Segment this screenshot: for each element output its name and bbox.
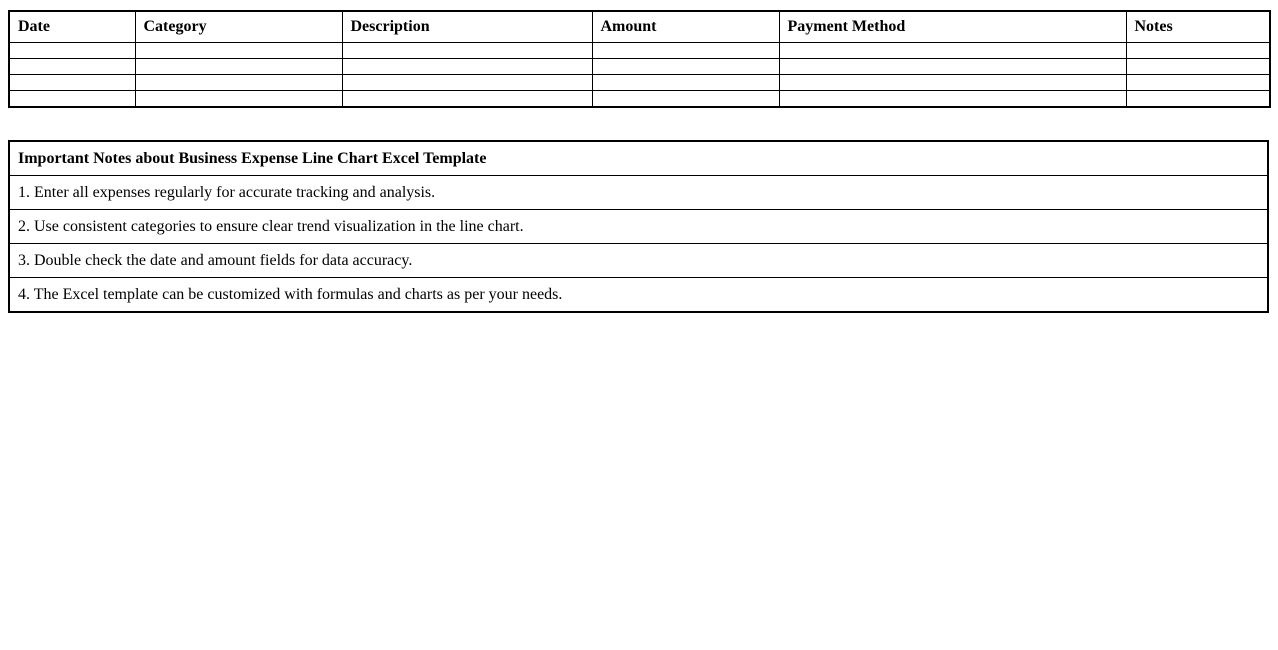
note-item: 3. Double check the date and amount fields for data accuracy. — [9, 244, 1268, 278]
empty-cell — [9, 43, 135, 59]
empty-cell — [1126, 91, 1270, 108]
empty-cell — [9, 59, 135, 75]
column-header-amount: Amount — [592, 11, 779, 43]
column-header-payment-method: Payment Method — [779, 11, 1126, 43]
document-page — [0, 0, 1278, 321]
column-header-notes: Notes — [1126, 11, 1270, 43]
empty-cell — [592, 59, 779, 75]
empty-cell — [135, 59, 342, 75]
empty-cell — [1126, 75, 1270, 91]
empty-cell — [592, 91, 779, 108]
expense-table — [8, 10, 1271, 108]
empty-cell — [342, 43, 592, 59]
empty-cell — [342, 59, 592, 75]
empty-cell — [9, 91, 135, 108]
table-row — [9, 59, 1270, 75]
table-row — [9, 91, 1270, 108]
notes-table — [8, 140, 1269, 313]
empty-cell — [9, 75, 135, 91]
note-row — [9, 244, 1268, 278]
empty-cell — [135, 75, 342, 91]
table-row — [9, 75, 1270, 91]
empty-cell — [779, 43, 1126, 59]
empty-cell — [135, 91, 342, 108]
empty-cell — [342, 91, 592, 108]
empty-cell — [135, 43, 342, 59]
expense-table-header-row — [9, 11, 1270, 43]
empty-cell — [592, 43, 779, 59]
column-header-description: Description — [342, 11, 592, 43]
column-header-category: Category — [135, 11, 342, 43]
note-row — [9, 278, 1268, 313]
notes-title: Important Notes about Business Expense Line Chart Excel Template — [9, 141, 1268, 176]
note-item: 2. Use consistent categories to ensure clear trend visualization in the line chart. — [9, 210, 1268, 244]
empty-cell — [779, 91, 1126, 108]
notes-title-row — [9, 141, 1268, 176]
empty-cell — [342, 75, 592, 91]
empty-cell — [1126, 59, 1270, 75]
column-header-date: Date — [9, 11, 135, 43]
note-row — [9, 176, 1268, 210]
note-row — [9, 210, 1268, 244]
table-row — [9, 43, 1270, 59]
empty-cell — [779, 75, 1126, 91]
empty-cell — [592, 75, 779, 91]
empty-cell — [779, 59, 1126, 75]
note-item: 1. Enter all expenses regularly for accurate tracking and analysis. — [9, 176, 1268, 210]
empty-cell — [1126, 43, 1270, 59]
note-item: 4. The Excel template can be customized with formulas and charts as per your needs. — [9, 278, 1268, 313]
